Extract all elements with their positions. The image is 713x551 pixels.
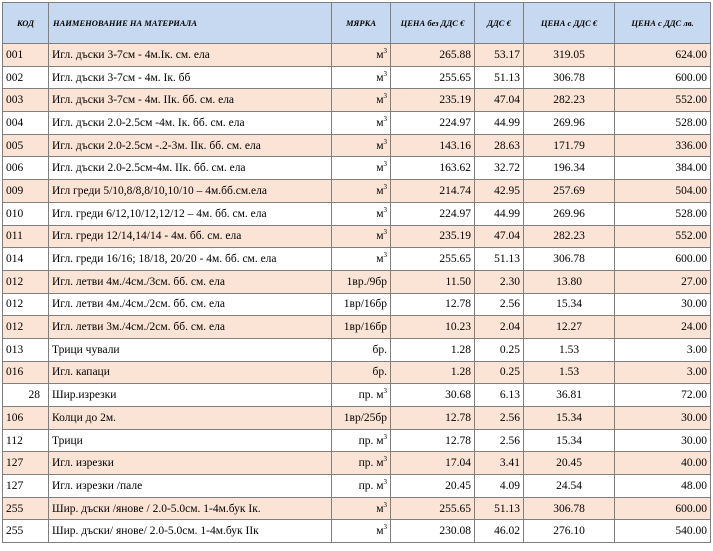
header-name: НАИМЕНОВАНИЕ НА МАТЕРИАЛА <box>49 3 332 44</box>
cell-vat: 51.13 <box>475 497 524 520</box>
table-body <box>3 44 711 543</box>
cell-price-gross: 257.69 <box>524 180 615 203</box>
header-code: КОД <box>3 3 49 44</box>
cell-name: Трици чували <box>49 338 332 361</box>
unit-exponent: 3 <box>383 477 387 486</box>
table-header <box>3 3 711 44</box>
cell-price-bgn: 24.00 <box>615 316 711 339</box>
table-row <box>3 293 711 316</box>
unit-text: пр. м <box>358 457 384 470</box>
unit-exponent: 3 <box>383 92 387 101</box>
cell-price-gross: 269.96 <box>524 202 615 225</box>
cell-code: 011 <box>3 225 49 248</box>
cell-price-gross: 306.78 <box>524 248 615 271</box>
unit-text: м <box>376 139 384 152</box>
cell-name: Игл. изрезки <box>49 452 332 475</box>
cell-price-gross: 171.79 <box>524 134 615 157</box>
cell-price-bgn: 30.00 <box>615 429 711 452</box>
cell-price-bgn: 27.00 <box>615 270 711 293</box>
cell-name: Игл. капаци <box>49 361 332 384</box>
cell-vat: 28.63 <box>475 134 524 157</box>
cell-price-gross: 12.27 <box>524 316 615 339</box>
cell-price-gross: 1.53 <box>524 338 615 361</box>
cell-code: 127 <box>3 475 49 498</box>
unit-text: м <box>376 207 384 220</box>
table-row <box>3 475 711 498</box>
unit-exponent: 3 <box>383 228 387 237</box>
cell-price-bgn: 30.00 <box>615 407 711 430</box>
cell-code: 005 <box>3 134 49 157</box>
unit-text: м <box>376 184 384 197</box>
cell-unit <box>332 270 391 293</box>
cell-price-net: 30.68 <box>391 384 475 407</box>
cell-name: Игл. греди 16/16; 18/18, 20/20 - 4м. бб. см. ела <box>49 248 332 271</box>
table-row <box>3 452 711 475</box>
cell-name: Игл греди 5/10,8/8,8/10,10/10 – 4м.бб.см.ела <box>49 180 332 203</box>
cell-code: 014 <box>3 248 49 271</box>
cell-price-gross: 1.53 <box>524 361 615 384</box>
cell-code: 013 <box>3 338 49 361</box>
cell-name: Игл. дъски 3-7см - 4м. Iк. бб <box>49 66 332 89</box>
unit-text: бр. <box>372 343 387 356</box>
cell-code: 002 <box>3 66 49 89</box>
cell-price-net: 255.65 <box>391 497 475 520</box>
unit-exponent: 3 <box>383 46 387 55</box>
cell-price-gross: 196.34 <box>524 157 615 180</box>
cell-price-gross: 15.34 <box>524 407 615 430</box>
cell-name: Игл. греди 6/12,10/12,12/12 – 4м. бб. см. ела <box>49 202 332 225</box>
table-row <box>3 316 711 339</box>
cell-price-net: 12.78 <box>391 429 475 452</box>
unit-exponent: 3 <box>383 387 387 396</box>
cell-price-net: 235.19 <box>391 225 475 248</box>
unit-exponent: 3 <box>383 69 387 78</box>
cell-unit <box>332 66 391 89</box>
cell-name: Игл. дъски 2.0-2.5см-4м. IIк. бб. см. ела <box>49 157 332 180</box>
table-row <box>3 361 711 384</box>
cell-unit <box>332 134 391 157</box>
cell-price-bgn: 384.00 <box>615 157 711 180</box>
cell-vat: 51.13 <box>475 248 524 271</box>
cell-price-gross: 24.54 <box>524 475 615 498</box>
cell-price-gross: 15.34 <box>524 293 615 316</box>
cell-vat: 32.72 <box>475 157 524 180</box>
cell-price-net: 230.08 <box>391 520 475 543</box>
cell-price-bgn: 552.00 <box>615 89 711 112</box>
cell-price-bgn: 336.00 <box>615 134 711 157</box>
unit-exponent: 3 <box>383 455 387 464</box>
unit-text: м <box>376 94 384 107</box>
cell-price-bgn: 552.00 <box>615 225 711 248</box>
unit-text: м <box>376 162 384 175</box>
unit-text: м <box>376 525 384 538</box>
header-price-bgn: ЦЕНА с ДДС лв. <box>615 3 711 44</box>
cell-price-net: 163.62 <box>391 157 475 180</box>
cell-unit <box>332 429 391 452</box>
cell-code: 009 <box>3 180 49 203</box>
cell-unit <box>332 89 391 112</box>
cell-name: Игл. дъски 3-7см - 4м. IIк. бб. см. ела <box>49 89 332 112</box>
table-row <box>3 225 711 248</box>
cell-price-net: 1.28 <box>391 361 475 384</box>
header-unit: МЯРКА <box>332 3 391 44</box>
cell-code: 010 <box>3 202 49 225</box>
cell-price-bgn: 528.00 <box>615 202 711 225</box>
unit-exponent: 3 <box>383 523 387 532</box>
cell-name: Шир. дъски/ янове/ 2.0-5.0см. 1-4м.бук IIк <box>49 520 332 543</box>
cell-price-bgn: 540.00 <box>615 520 711 543</box>
cell-code: 127 <box>3 452 49 475</box>
cell-price-bgn: 40.00 <box>615 452 711 475</box>
cell-name: Шир. дъски /янове / 2.0-5.0см. 1-4м.бук Iк. <box>49 497 332 520</box>
cell-vat: 51.13 <box>475 66 524 89</box>
cell-unit <box>332 361 391 384</box>
table-row <box>3 497 711 520</box>
unit-text: м <box>376 230 384 243</box>
cell-price-bgn: 3.00 <box>615 361 711 384</box>
cell-unit <box>332 202 391 225</box>
cell-price-bgn: 624.00 <box>615 44 711 67</box>
table-row <box>3 66 711 89</box>
cell-price-gross: 276.10 <box>524 520 615 543</box>
cell-price-gross: 20.45 <box>524 452 615 475</box>
cell-price-net: 12.78 <box>391 407 475 430</box>
cell-vat: 2.04 <box>475 316 524 339</box>
cell-name: Игл. дъски 2.0-2.5см -.2-3м. IIк. бб. см. ела <box>49 134 332 157</box>
cell-price-net: 1.28 <box>391 338 475 361</box>
cell-code: 016 <box>3 361 49 384</box>
cell-price-net: 214.74 <box>391 180 475 203</box>
unit-text: пр. м <box>358 479 384 492</box>
cell-code: 001 <box>3 44 49 67</box>
cell-name: Шир.изрезки <box>49 384 332 407</box>
cell-vat: 47.04 <box>475 89 524 112</box>
cell-vat: 2.56 <box>475 429 524 452</box>
cell-price-bgn: 30.00 <box>615 293 711 316</box>
cell-vat: 4.09 <box>475 475 524 498</box>
cell-price-bgn: 600.00 <box>615 248 711 271</box>
cell-price-gross: 13.80 <box>524 270 615 293</box>
cell-price-net: 255.65 <box>391 248 475 271</box>
cell-unit <box>332 248 391 271</box>
cell-code: 003 <box>3 89 49 112</box>
header-vat: ДДС € <box>475 3 524 44</box>
unit-exponent: 3 <box>383 137 387 146</box>
cell-vat: 2.56 <box>475 293 524 316</box>
cell-vat: 6.13 <box>475 384 524 407</box>
cell-price-net: 143.16 <box>391 134 475 157</box>
cell-price-net: 11.50 <box>391 270 475 293</box>
table-row <box>3 270 711 293</box>
cell-price-gross: 269.96 <box>524 112 615 135</box>
unit-text: 1вр/25бр <box>343 411 387 424</box>
unit-exponent: 3 <box>383 500 387 509</box>
cell-code: 012 <box>3 270 49 293</box>
cell-code: 006 <box>3 157 49 180</box>
cell-price-net: 265.88 <box>391 44 475 67</box>
unit-exponent: 3 <box>383 251 387 260</box>
cell-price-net: 10.23 <box>391 316 475 339</box>
unit-text: м <box>376 116 384 129</box>
cell-price-gross: 319.05 <box>524 44 615 67</box>
cell-price-gross: 282.23 <box>524 225 615 248</box>
cell-vat: 46.02 <box>475 520 524 543</box>
cell-name: Игл. дъски 2.0-2.5см -4м. Iк. бб. см. ела <box>49 112 332 135</box>
cell-price-bgn: 600.00 <box>615 497 711 520</box>
cell-code: 255 <box>3 497 49 520</box>
cell-code: 004 <box>3 112 49 135</box>
table-row <box>3 157 711 180</box>
cell-unit <box>332 452 391 475</box>
cell-vat: 53.17 <box>475 44 524 67</box>
cell-code: 012 <box>3 293 49 316</box>
cell-vat: 44.99 <box>475 112 524 135</box>
cell-vat: 44.99 <box>475 202 524 225</box>
cell-name: Игл. летви 4м./4см./2см. бб. см. ела <box>49 293 332 316</box>
unit-text: 1вр./9бр <box>346 275 387 288</box>
unit-text: м <box>376 48 384 61</box>
cell-unit <box>332 316 391 339</box>
table-row <box>3 407 711 430</box>
cell-vat: 0.25 <box>475 361 524 384</box>
table-row <box>3 520 711 543</box>
cell-vat: 3.41 <box>475 452 524 475</box>
table-row <box>3 180 711 203</box>
cell-vat: 0.25 <box>475 338 524 361</box>
cell-price-bgn: 3.00 <box>615 338 711 361</box>
cell-name: Игл. летви 4м./4см./3см. бб. см. ела <box>49 270 332 293</box>
unit-exponent: 3 <box>383 205 387 214</box>
cell-price-gross: 306.78 <box>524 66 615 89</box>
cell-name: Колци до 2м. <box>49 407 332 430</box>
unit-text: пр. м <box>358 434 384 447</box>
unit-text: 1вр/16бр <box>343 321 387 334</box>
cell-price-bgn: 72.00 <box>615 384 711 407</box>
cell-price-bgn: 48.00 <box>615 475 711 498</box>
cell-price-net: 20.45 <box>391 475 475 498</box>
cell-unit <box>332 384 391 407</box>
unit-text: м <box>376 71 384 84</box>
cell-price-net: 224.97 <box>391 202 475 225</box>
cell-unit <box>332 293 391 316</box>
unit-text: м <box>376 253 384 266</box>
cell-price-net: 17.04 <box>391 452 475 475</box>
cell-price-bgn: 528.00 <box>615 112 711 135</box>
table-row <box>3 44 711 67</box>
cell-unit <box>332 225 391 248</box>
cell-price-gross: 306.78 <box>524 497 615 520</box>
table-row <box>3 112 711 135</box>
cell-name: Игл. дъски 3-7см - 4м.Iк. см. ела <box>49 44 332 67</box>
unit-exponent: 3 <box>383 432 387 441</box>
cell-name: Игл. греди 12/14,14/14 - 4м. бб. см. ела <box>49 225 332 248</box>
table-row <box>3 429 711 452</box>
cell-price-net: 235.19 <box>391 89 475 112</box>
cell-unit <box>332 157 391 180</box>
cell-vat: 2.30 <box>475 270 524 293</box>
cell-name: Трици <box>49 429 332 452</box>
unit-exponent: 3 <box>383 160 387 169</box>
table-row <box>3 248 711 271</box>
unit-exponent: 3 <box>383 182 387 191</box>
cell-code: 28 <box>3 384 49 407</box>
cell-price-gross: 36.81 <box>524 384 615 407</box>
table-row <box>3 202 711 225</box>
table-row <box>3 338 711 361</box>
cell-name: Игл. изрезки /пале <box>49 475 332 498</box>
cell-price-bgn: 504.00 <box>615 180 711 203</box>
unit-text: бр. <box>372 366 387 379</box>
cell-price-gross: 282.23 <box>524 89 615 112</box>
unit-text: м <box>376 502 384 515</box>
cell-code: 012 <box>3 316 49 339</box>
cell-price-net: 255.65 <box>391 66 475 89</box>
table-row <box>3 89 711 112</box>
cell-code: 255 <box>3 520 49 543</box>
cell-code: 106 <box>3 407 49 430</box>
unit-text: пр. м <box>358 389 384 402</box>
cell-name: Игл. летви 3м./4см./2см. бб. см. ела <box>49 316 332 339</box>
cell-unit <box>332 497 391 520</box>
cell-price-net: 12.78 <box>391 293 475 316</box>
unit-exponent: 3 <box>383 114 387 123</box>
cell-unit <box>332 112 391 135</box>
cell-code: 112 <box>3 429 49 452</box>
cell-price-net: 224.97 <box>391 112 475 135</box>
cell-price-bgn: 600.00 <box>615 66 711 89</box>
unit-text: 1вр/16бр <box>343 298 387 311</box>
table-row <box>3 134 711 157</box>
cell-price-gross: 15.34 <box>524 429 615 452</box>
header-price-net: ЦЕНА без ДДС € <box>391 3 475 44</box>
cell-vat: 47.04 <box>475 225 524 248</box>
cell-unit <box>332 407 391 430</box>
header-price-gross: ЦЕНА с ДДС € <box>524 3 615 44</box>
price-table <box>2 2 711 543</box>
cell-vat: 42.95 <box>475 180 524 203</box>
cell-unit <box>332 520 391 543</box>
cell-unit <box>332 44 391 67</box>
cell-unit <box>332 180 391 203</box>
cell-vat: 2.56 <box>475 407 524 430</box>
table-row <box>3 384 711 407</box>
cell-unit <box>332 338 391 361</box>
cell-unit <box>332 475 391 498</box>
